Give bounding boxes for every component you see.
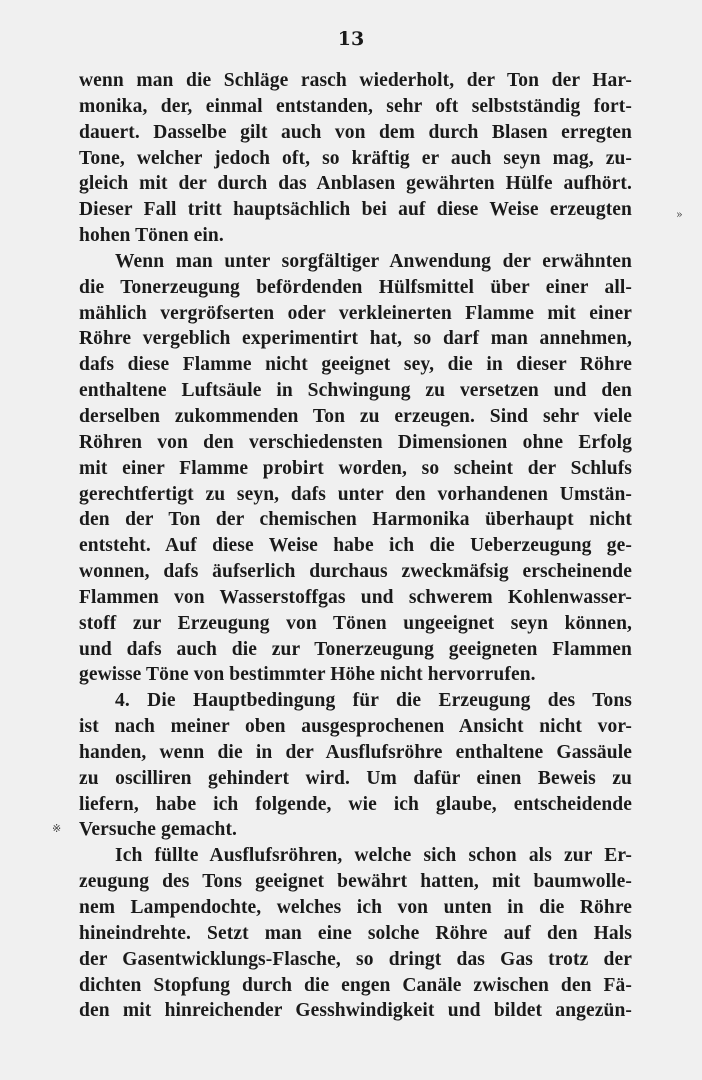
text-line: monika, der, einmal entstanden, sehr oft selbstständig fort-	[79, 95, 632, 117]
text-line: hohen Tönen ein.	[79, 225, 224, 247]
text-line: dauert. Dasselbe gilt auch von dem durch Blasen erregten	[79, 121, 632, 143]
text-line: Ich füllte Ausflufsröhren, welche sich schon als zur Er-	[115, 845, 632, 867]
text-line: Röhren von den verschiedensten Dimensionen ohne Erfolg	[79, 431, 632, 453]
text-line: der Gasentwicklungs-Flasche, so dringt das Gas trotz der	[79, 948, 632, 970]
text-line: wenn man die Schläge rasch wiederholt, der Ton der Har-	[79, 70, 632, 91]
text-line: die Tonerzeugung befördenden Hülfsmittel über einer all-	[79, 276, 632, 298]
text-line: dichten Stopfung durch die engen Canäle zwischen den Fä-	[79, 974, 632, 996]
text-line: Flammen von Wasserstoffgas und schwerem Kohlenwasser-	[79, 586, 632, 608]
text-line: gerechtfertigt zu seyn, dafs unter den vorhandenen Umstän-	[79, 483, 632, 505]
page-number: 13	[337, 28, 365, 50]
text-line: dafs diese Flamme nicht geeignet sey, die in dieser Röhre	[79, 354, 632, 376]
text-line: enthaltene Luftsäule in Schwingung zu versetzen und den	[79, 380, 632, 402]
text-line: mit einer Flamme probirt worden, so scheint der Schlufs	[79, 457, 632, 479]
text-line: ist nach meiner oben ausgesprochenen Ansicht nicht vor-	[79, 716, 632, 738]
text-line: liefern, habe ich folgende, wie ich glaube, entscheidende	[79, 793, 632, 815]
text-line: Röhre vergeblich experimentirt hat, so darf man annehmen,	[79, 328, 632, 350]
text-line: Dieser Fall tritt hauptsächlich bei auf diese Weise erzeugten	[79, 199, 632, 221]
text-line: zu oscilliren gehindert wird. Um dafür einen Beweis zu	[79, 767, 632, 789]
body-text	[79, 68, 632, 1024]
text-line: den der Ton der chemischen Harmonika überhaupt nicht	[79, 509, 632, 531]
text-line: stoff zur Erzeugung von Tönen ungeeignet seyn können,	[79, 612, 632, 634]
text-line: nem Lampendochte, welches ich von unten in die Röhre	[79, 897, 632, 918]
text-line: Versuche gemacht.	[79, 819, 238, 841]
text-line: 4. Die Hauptbedingung für die Erzeugung des Tons	[115, 690, 632, 712]
margin-mark-icon: ※	[52, 822, 62, 835]
text-line: entsteht. Auf diese Weise habe ich die Ueberzeugung ge-	[79, 535, 632, 557]
text-line: hineindrehte. Setzt man eine solche Röhre auf den Hals	[79, 922, 632, 944]
margin-mark-icon: »	[676, 208, 683, 221]
text-line: mählich vergröfserten oder verkleinerten Flamme mit einer	[79, 302, 632, 324]
text-line: handen, wenn die in der Ausflufsröhre enthaltene Gassäule	[79, 741, 632, 763]
text-line: Tone, welcher jedoch oft, so kräftig er auch seyn mag, zu-	[79, 147, 632, 169]
text-line: derselben zukommenden Ton zu erzeugen. Sind sehr viele	[79, 405, 632, 427]
text-line: gleich mit der durch das Anblasen gewährten Hülfe aufhört.	[79, 173, 632, 195]
text-line: wonnen, dafs äufserlich durchaus zweckmäfsig erscheinende	[79, 561, 632, 583]
text-line: gewisse Töne von bestimmter Höhe nicht hervorrufen.	[79, 664, 536, 686]
text-line: Wenn man unter sorgfältiger Anwendung der erwähnten	[115, 250, 632, 272]
text-line: den mit hinreichender Gesshwindigkeit und bildet angezün-	[79, 1000, 632, 1022]
text-line: zeugung des Tons geeignet bewährt hatten, mit baumwolle-	[79, 871, 632, 893]
text-line: und dafs auch die zur Tonerzeugung geeigneten Flammen	[79, 638, 632, 660]
